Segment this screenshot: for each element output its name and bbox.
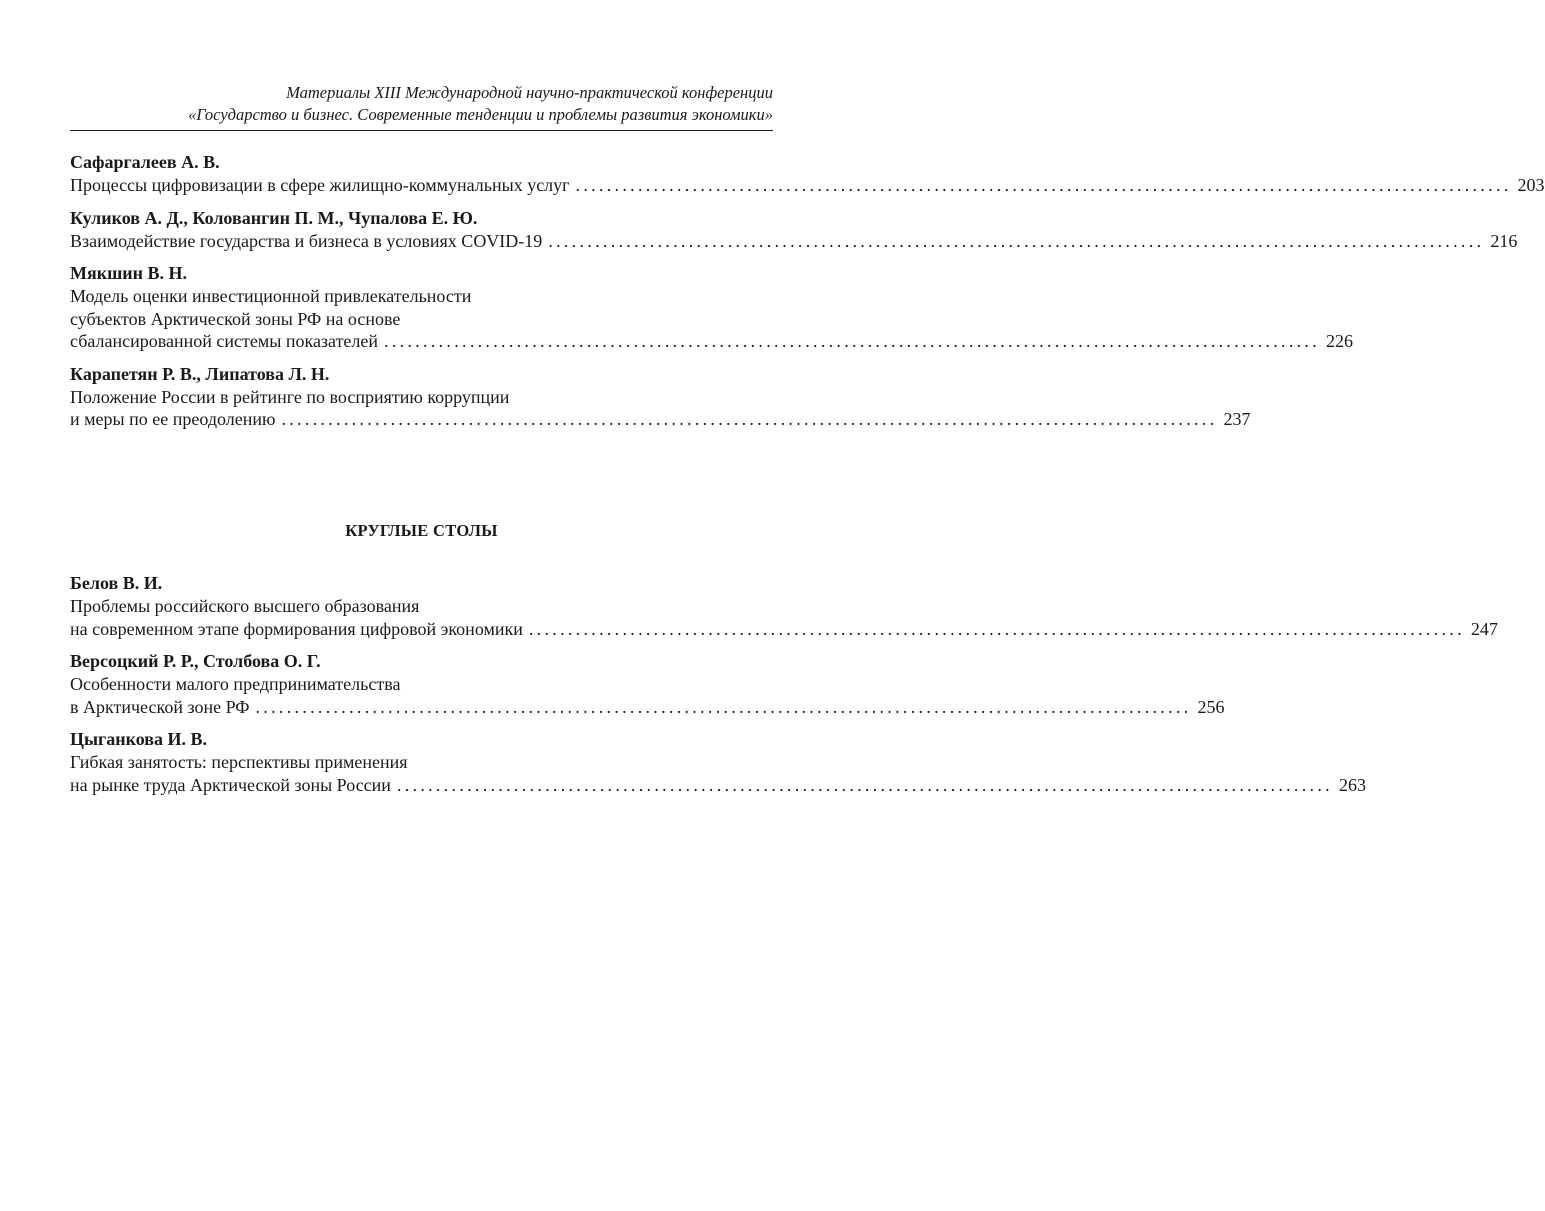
- entry-title-text: и меры по ее преодолению: [70, 409, 276, 429]
- dot-leader: ........................................................................................................................: [255, 696, 1192, 717]
- toc-entry: [70, 207, 1518, 253]
- entry-title-last-line: [70, 174, 1545, 197]
- entry-authors: Сафаргалеев А. В.: [70, 152, 220, 172]
- dot-leader: ........................................................................................................................: [384, 331, 1321, 351]
- header-line-2: «Государство и бизнес. Современные тенденции и проблемы развития экономики»: [188, 105, 773, 124]
- toc-entry: [70, 262, 1354, 353]
- entry-title-line: Проблемы российского высшего образования: [70, 596, 420, 616]
- dot-leader: ........................................................................................................................: [575, 175, 1512, 195]
- entry-authors: Карапетян Р. В., Липатова Л. Н.: [70, 363, 330, 384]
- entry-page-number: 247: [1470, 618, 1498, 639]
- entry-title-text: Процессы цифровизации в сфере жилищно-коммунальных услуг: [70, 175, 570, 195]
- entry-authors: Версоцкий Р. Р., Столбова О. Г.: [70, 651, 321, 671]
- toc-entry: [70, 363, 1251, 431]
- dot-leader: ........................................................................................................................: [528, 618, 1465, 639]
- entry-page-number: 263: [1338, 774, 1366, 795]
- entry-authors: Цыганкова И. В.: [70, 729, 208, 749]
- entry-title-last-line: [70, 230, 1518, 253]
- entry-title-line: Гибкая занятость: перспективы применения: [70, 752, 408, 772]
- entry-title-last-line: [70, 330, 1354, 353]
- entry-title-line: субъектов Арктической зоны РФ на основе: [70, 308, 401, 329]
- toc-entry: [70, 728, 1366, 796]
- entry-title-last-line: [70, 618, 1498, 641]
- entry-title-text: на рынке труда Арктической зоны России: [70, 774, 391, 795]
- entry-title-text: в Арктической зоне РФ: [70, 696, 250, 717]
- entry-title-last-line: [70, 408, 1251, 431]
- toc-section-1: [70, 151, 1545, 441]
- toc-section-2: [70, 572, 1498, 806]
- header-line-1: Материалы XIII Международной научно-практической конференции: [286, 83, 773, 102]
- dot-leader: ........................................................................................................................: [281, 409, 1218, 429]
- toc-entry: [70, 572, 1498, 640]
- entry-title-line: Модель оценки инвестиционной привлекательности: [70, 286, 472, 306]
- entry-title-text: на современном этапе формирования цифровой экономики: [70, 618, 523, 639]
- entry-page-number: 203: [1517, 175, 1545, 195]
- dot-leader: ........................................................................................................................: [548, 230, 1485, 251]
- entry-page-number: 237: [1223, 409, 1251, 429]
- header-divider: [70, 130, 773, 131]
- entry-title-text: Взаимодействие государства и бизнеса в условиях COVID-19: [70, 230, 543, 251]
- entry-page-number: 256: [1197, 696, 1225, 717]
- entry-title-line: Положение России в рейтинге по восприятию коррупции: [70, 386, 510, 407]
- entry-authors: Белов В. И.: [70, 573, 163, 593]
- running-header: [70, 82, 773, 126]
- toc-entry: [70, 151, 1545, 197]
- entry-page-number: 226: [1326, 331, 1354, 351]
- dot-leader: ........................................................................................................................: [396, 774, 1333, 795]
- entry-title-text: сбалансированной системы показателей: [70, 331, 379, 351]
- entry-title-last-line: [70, 774, 1366, 797]
- entry-page-number: 216: [1490, 230, 1518, 251]
- entry-title-last-line: [70, 696, 1225, 719]
- toc-entry: [70, 650, 1225, 718]
- entry-authors: Куликов А. Д., Коловангин П. М., Чупалова Е. Ю.: [70, 207, 478, 228]
- entry-authors: Мякшин В. Н.: [70, 263, 188, 283]
- section-heading: КРУГЛЫЕ СТОЛЫ: [345, 521, 498, 540]
- entry-title-line: Особенности малого предпринимательства: [70, 674, 401, 694]
